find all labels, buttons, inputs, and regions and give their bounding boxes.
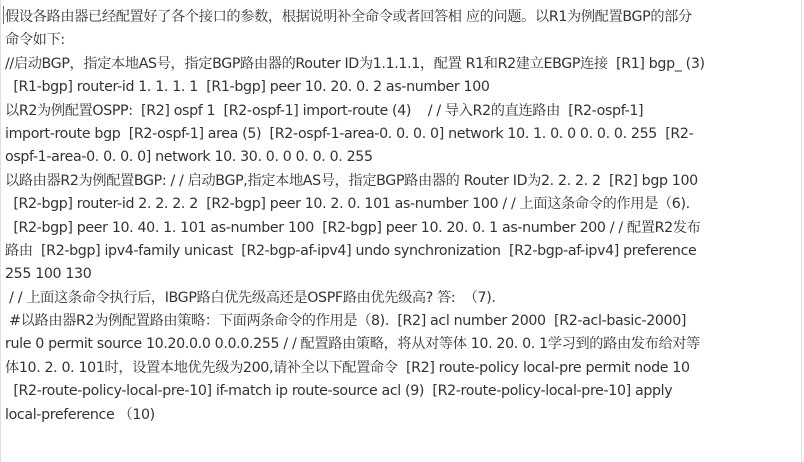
text-line: 以路由器R2为例配置BGP: / / 启动BGP,指定本地AS号，指定BGP路由器的 Router ID为2. 2. 2. 2 [R2] bgp 100	[5, 172, 698, 189]
text-line: 命令如下:	[5, 32, 65, 49]
text-line: rule 0 permit source 10.20.0.0 0.0.0.255 / / 配置路由策略，将从对等体 10. 20. 0. 1学习到的路由发布给对等	[5, 336, 700, 353]
text-line: / / 上面这条命令执行后，IBGP路白优先级高还是OSPF路由优先级高? 答: （7).	[5, 289, 496, 306]
text-line: [R2-route-policy-local-pre-10] if-match ip route-source acl (9) [R2-route-policy-local-pre-10] apply	[5, 383, 673, 400]
text-line: 体10. 2. 0. 101时，设置本地优先级为200,请补全以下配置命令 [R2] route-policy local-pre permit node 10	[5, 359, 690, 376]
text-line: import-route bgp [R2-ospf-1] area (5) [R2-ospf-1-area-0. 0. 0. 0] network 10. 1. 0. 0 0. 0. 0. 255 [R2-	[5, 125, 694, 142]
text-line: #以路由器R2为例配置路由策略：下面两条命令的作用是（8). [R2] acl number 2000 [R2-acl-basic-2000]	[5, 313, 687, 330]
text-line: //启动BGP，指定本地AS号，指定BGP路由器的Router ID为1.1.1.1，配置 R1和R2建立EBGP连接 [R1] bgp_ (3)	[5, 55, 705, 72]
text-line: local-preference （10)	[5, 406, 155, 423]
text-line: [R1-bgp] router-id 1. 1. 1. 1 [R1-bgp] peer 10. 20. 0. 2 as-number 100	[5, 79, 490, 96]
text-line: 255 100 130	[5, 266, 92, 283]
text-line: [R2-bgp] peer 10. 40. 1. 101 as-number 100 [R2-bgp] peer 10. 20. 0. 1 as-number 200 / / 配置R2发布	[5, 219, 701, 236]
text-line: 路由 [R2-bgp] ipv4-family unicast [R2-bgp-af-ipv4] undo synchronization [R2-bgp-af-ipv4] preference	[5, 242, 697, 259]
text-line: 以R2为例配置OSPP: [R2] ospf 1 [R2-ospf-1] import-route (4) / / 导入R2的直连路由 [R2-ospf-1]	[5, 102, 644, 119]
text-cursor	[3, 6, 4, 24]
text-line: [R2-bgp] router-id 2. 2. 2. 2 [R2-bgp] peer 10. 2. 0. 101 as-number 100 / / 上面这条命令的作用是（6).	[5, 196, 690, 213]
text-line: 假设各路由器已经配置好了各个接口的参数，根据说明补全命令或者回答相 应的问题。以R1为例配置BGP的部分	[5, 9, 692, 25]
document-text	[5, 6, 801, 427]
text-line: ospf-1-area-0. 0. 0. 0] network 10. 30. 0. 0 0. 0. 0. 255	[5, 149, 373, 166]
